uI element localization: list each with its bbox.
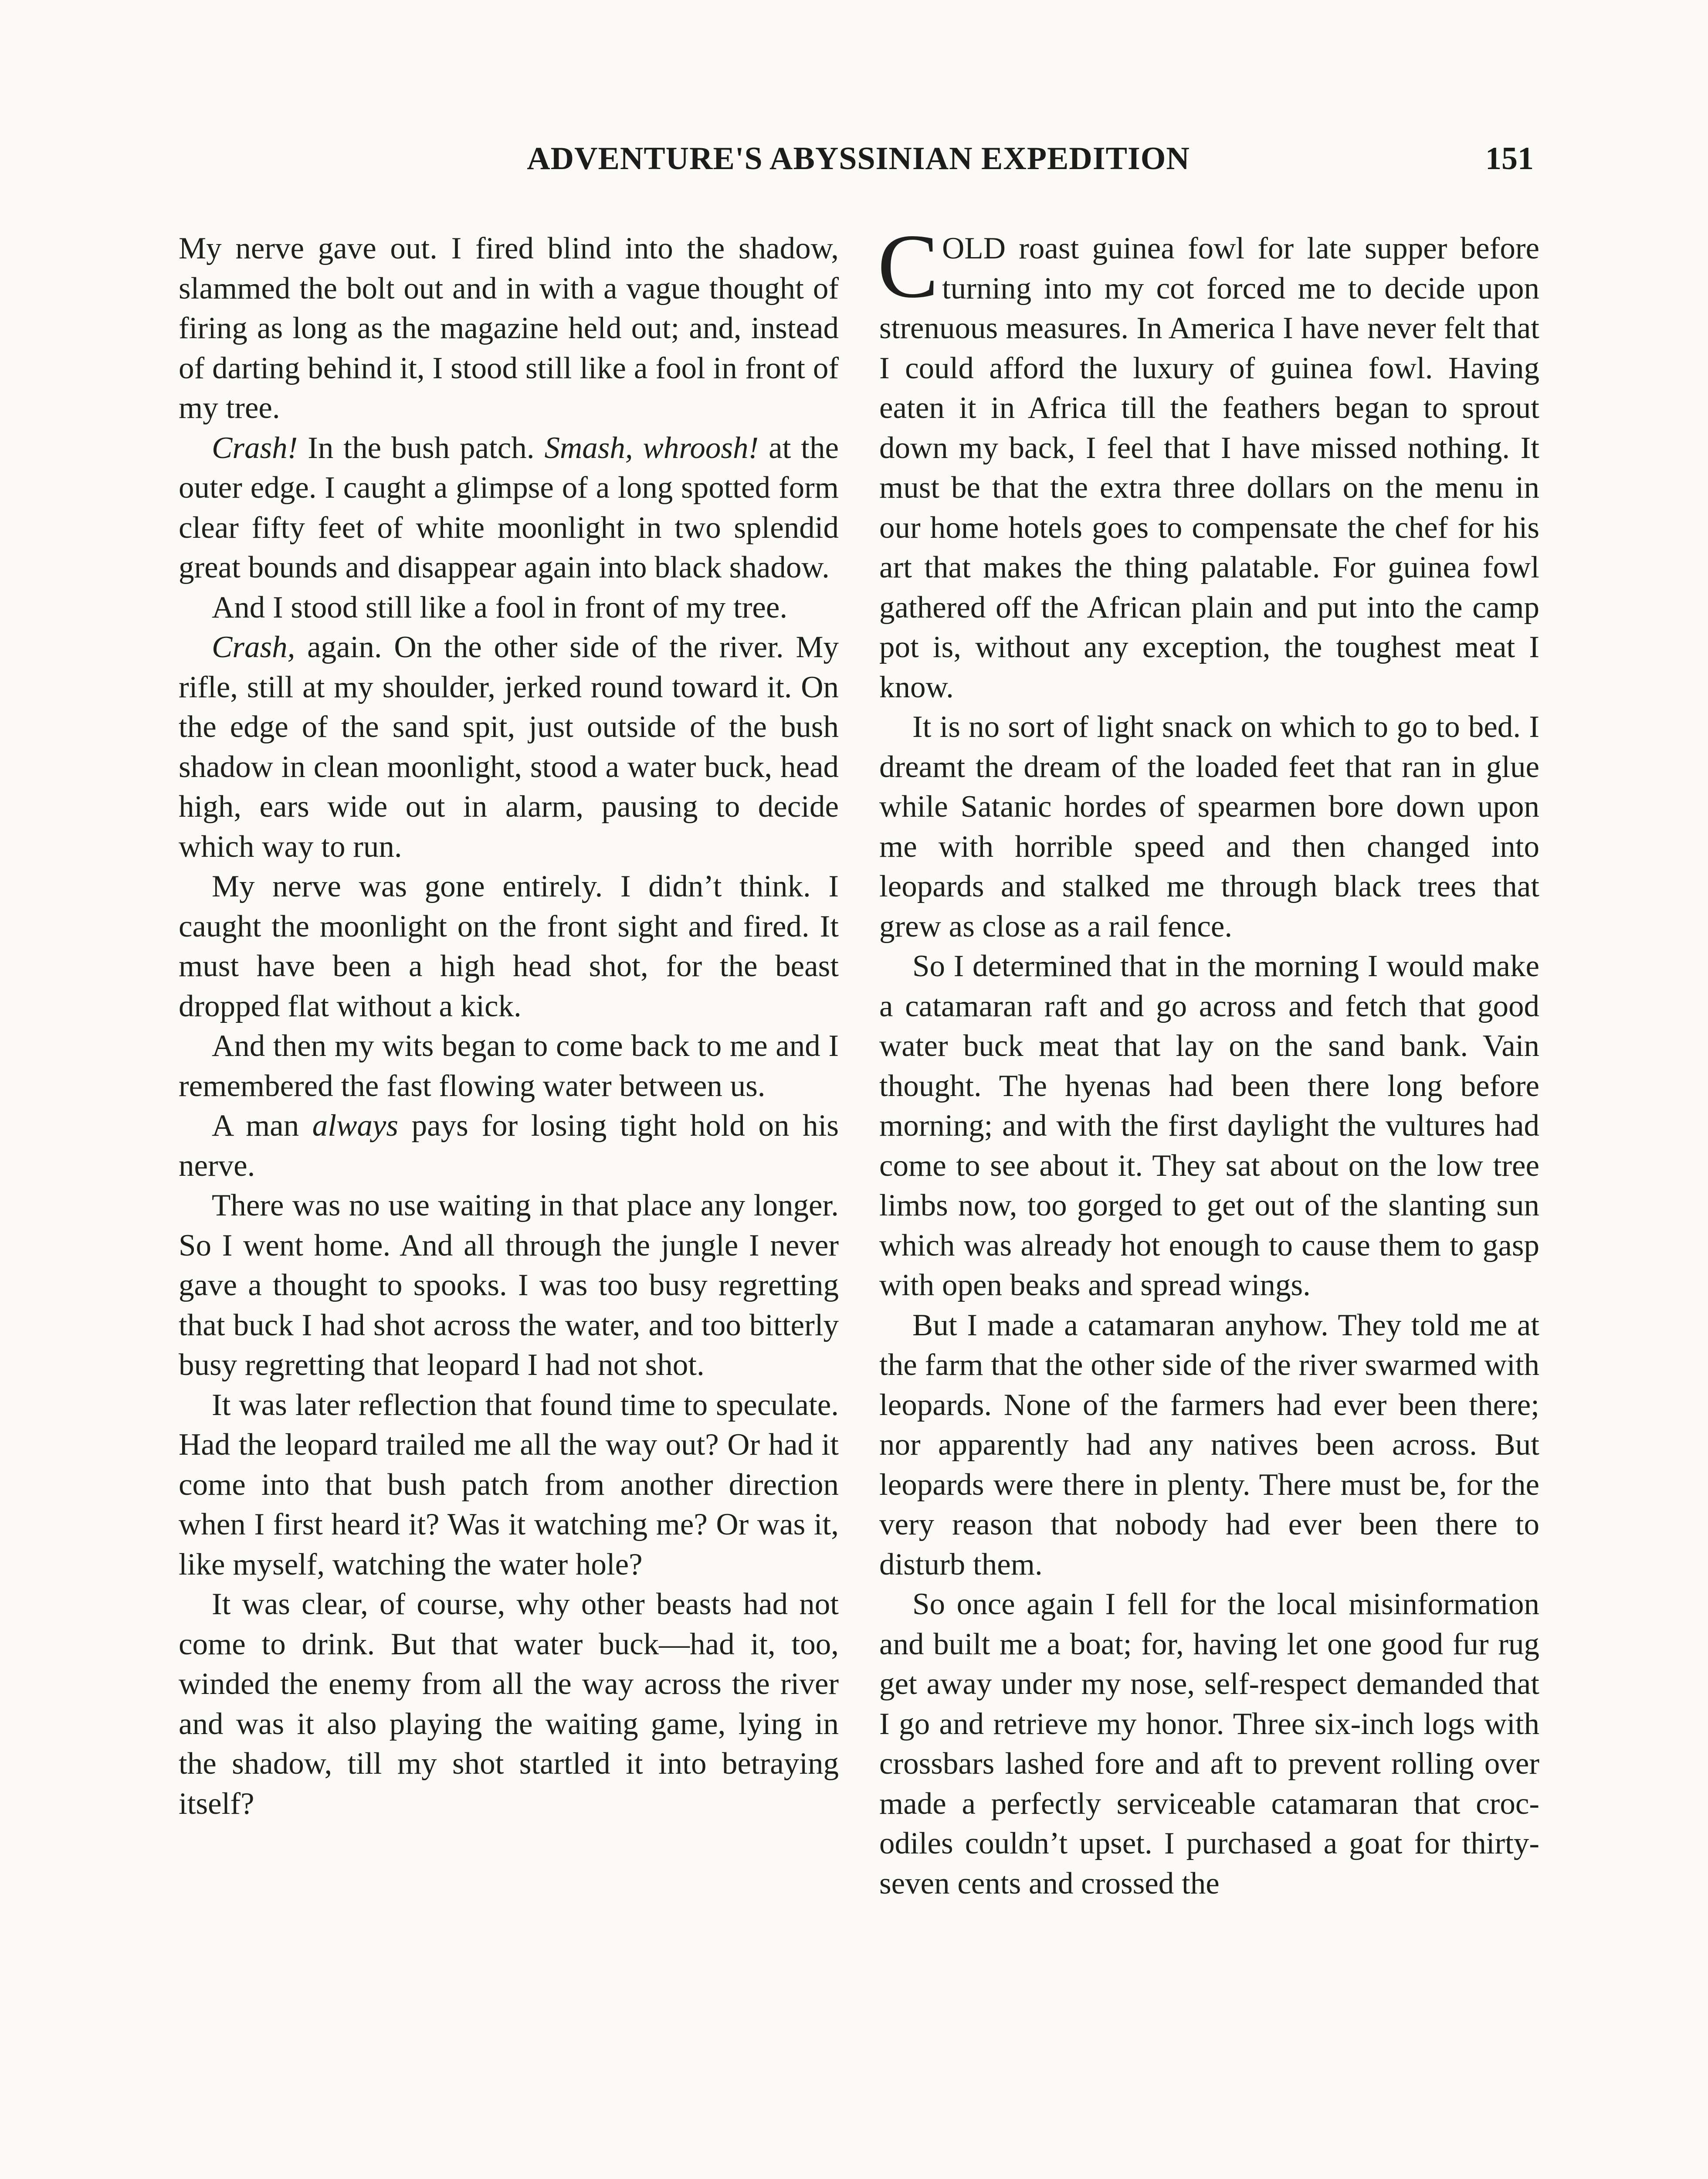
- paragraph: And then my wits began to come back to me and I remembered the fast flowing water between us.: [179, 1029, 839, 1103]
- paragraph: It was clear, of course, why other beasts had not come to drink. But that water buck—had it, too, winded the enemy from all the way across the river and was it also playing the waiting game, lying in the shadow, till my shot startled it into betraying itself?: [179, 1587, 839, 1821]
- paragraph: It was later reflection that found time to speculate. Had the leopard trailed me all the way out? Or had it come into that bush patch from another direction when I first heard it? Was it watching me? Or was it, like myself, watching the water hole?: [179, 1388, 839, 1582]
- paragraph-text: at the outer edge. I caught a glimpse of a long spotted form clear fifty feet of white moonlight in two splendid great bounds and disappear again into black shadow.: [179, 431, 839, 584]
- emphasis: Crash!: [212, 431, 298, 465]
- emphasis: always: [312, 1109, 399, 1143]
- running-title: ADVENTURE'S ABYSSINIAN EXPEDITION: [527, 141, 1190, 176]
- paragraph-text: again. On the other side of the river. My rifle, still at my shoulder, jerked round toward it. On the edge of the sand spit, just outside of the bush shadow in clean moonlight, stood a water buck, head high, ears wide out in alarm, pausing to decide which way to run.: [179, 630, 839, 864]
- paragraph-text: pays for losing tight hold on his nerve.: [179, 1109, 839, 1183]
- paragraph: [179, 628, 839, 867]
- paragraph-text: In the bush patch.: [298, 431, 545, 465]
- paragraph: [179, 428, 839, 588]
- paragraph-text: roast guinea fowl for late supper before turning into my cot forced me to decide upon strenuous measures. In America I have never felt that I could afford the luxury of guinea fowl. Having eaten it in Africa till the feathers began to sprout down my back, I feel that I have missed nothing. It must be that the extra three dollars on the menu in our home hotels goes to compensate the chef for his art that makes the thing palatable. For guinea fowl gathered off the African plain and put into the camp pot is, without any exception, the toughest meat I know.: [879, 231, 1539, 704]
- paragraph: It is no sort of light snack on which to go to bed. I dreamt the dream of the loaded feet that ran in glue while Satanic hordes of spearmen bore down upon me with horrible speed and then changed into leopards and stalked me through black trees that grew as close as a rail fence.: [879, 710, 1539, 944]
- paragraph-text: A man: [212, 1109, 312, 1143]
- paragraph: My nerve was gone entirely. I didn’t think. I caught the moonlight on the front sight and fired. It must have been a high head shot, for the beast dropped flat without a kick.: [179, 869, 839, 1023]
- page-number: 151: [1485, 141, 1534, 176]
- paragraph: But I made a catamaran anyhow. They told me at the farm that the other side of the river swarmed with leopards. None of the farmers had ever been there; nor apparently had any natives been across. But leopards were there in plenty. There must be, for the very reason that nobody had ever been there to disturb them.: [879, 1308, 1539, 1582]
- right-column: [878, 216, 1539, 1904]
- paragraph: So once again I fell for the local misinformation and built me a boat; for, having let one good fur rug get away under my nose, self-respect demanded that I go and retrieve my honor. Three six-inch logs with crossbars lashed fore and aft to prevent rolling over made a perfectly serviceable catamaran that crocodiles couldn’t upset. I purchased a goat for thirty-seven cents and crossed the: [879, 1587, 1539, 1901]
- paragraph: There was no use waiting in that place any longer. So I went home. And all through the jungle I never gave a thought to spooks. I was too busy regretting that buck I had shot across the water, and too bitterly busy regretting that leopard I had not shot.: [179, 1188, 839, 1382]
- paragraph: And I stood still like a fool in front of my tree.: [212, 590, 788, 625]
- paragraph: [179, 1106, 839, 1186]
- paragraph: [878, 216, 1539, 707]
- drop-cap: C: [878, 216, 939, 317]
- paragraph: So I determined that in the morning I would make a catamaran raft and go across and fetch that good water buck meat that lay on the sand bank. Vain thought. The hyenas had been there long before morning; and with the first daylight the vultures had come to see about it. They sat about on the low tree limbs now, too gorged to get out of the slanting sun which was already hot enough to cause them to gasp with open beaks and spread wings.: [879, 949, 1539, 1302]
- small-caps-lead: OLD: [942, 231, 1006, 265]
- left-column: [179, 229, 839, 1824]
- emphasis: Smash, whroosh!: [544, 431, 759, 465]
- emphasis: Crash,: [212, 630, 295, 664]
- paragraph: My nerve gave out. I fired blind into the shadow, slammed the bolt out and in with a vague thought of firing as long as the magazine held out; and, instead of darting behind it, I stood still like a fool in front of my tree.: [179, 231, 839, 425]
